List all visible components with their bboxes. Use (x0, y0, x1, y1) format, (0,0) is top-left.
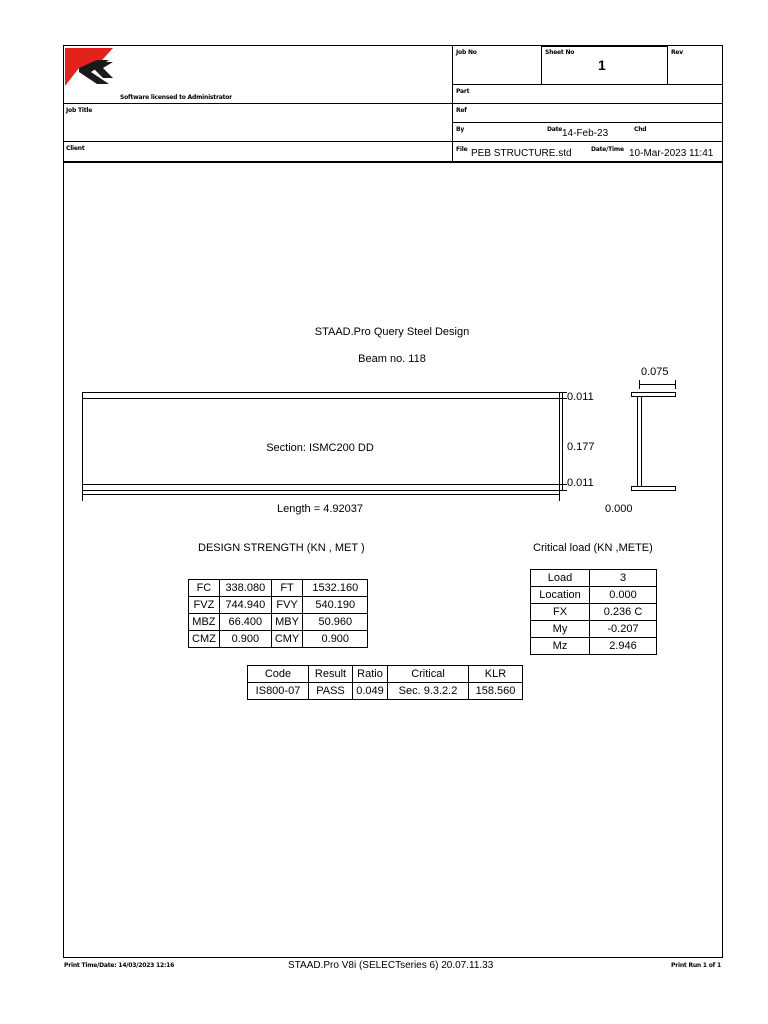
strength-cell: MBY (271, 614, 302, 631)
code-value: IS800-07 (248, 683, 309, 700)
beam-title: Beam no. 118 (358, 353, 426, 365)
strength-cell: FT (271, 580, 302, 597)
dim-offset: 0.000 (605, 503, 633, 515)
table-row (248, 683, 523, 700)
strength-cell: 338.080 (219, 580, 271, 597)
footer-software: STAAD.Pro V8i (SELECTseries 6) 20.07.11.33 (288, 960, 494, 971)
header-bottom-border (63, 161, 723, 163)
klr-value: 158.560 (469, 683, 523, 700)
date-label: Date (547, 126, 563, 133)
strength-cell: 744.940 (219, 597, 271, 614)
result-value: PASS (309, 683, 353, 700)
table-row (531, 638, 657, 655)
table-row (531, 621, 657, 638)
ratio-header: Ratio (353, 666, 388, 683)
critical-cell: 0.236 C (590, 604, 657, 621)
sheet-no-value: 1 (598, 57, 606, 73)
dim-width: 0.075 (641, 366, 669, 378)
job-no-label: Job No (456, 49, 477, 56)
table-row (531, 604, 657, 621)
part-label: Part (456, 88, 470, 95)
sheet-no-label: Sheet No (545, 49, 575, 56)
table-row (531, 570, 657, 587)
critical-cell: -0.207 (590, 621, 657, 638)
datetime-value: 10-Mar-2023 11:41 (629, 148, 714, 159)
critical-cell: Location (531, 587, 590, 604)
strength-cell: CMZ (189, 631, 220, 648)
strength-cell: 540.190 (303, 597, 368, 614)
company-logo-icon (65, 48, 113, 86)
critical-value: Sec. 9.3.2.2 (388, 683, 469, 700)
header-right-divider-3 (452, 122, 723, 123)
critical-header: Critical (388, 666, 469, 683)
table-row (531, 587, 657, 604)
query-title: STAAD.Pro Query Steel Design (314, 326, 470, 338)
header-divider-2 (63, 141, 723, 142)
date-value: 14-Feb-23 (562, 128, 609, 139)
dim-top-flange: 0.011 (567, 391, 594, 403)
code-check-table (247, 665, 523, 700)
datetime-label: Date/Time (591, 146, 624, 153)
critical-load-table (530, 569, 657, 655)
critical-cell: FX (531, 604, 590, 621)
licensed-text: Software licensed to Administrator (120, 94, 232, 101)
by-label: By (456, 126, 465, 133)
sheet-box-top (541, 46, 667, 47)
critical-cell: 3 (590, 570, 657, 587)
design-strength-title: DESIGN STRENGTH (KN , MET ) (198, 542, 365, 554)
rev-label: Rev (671, 49, 684, 56)
strength-cell: 0.900 (303, 631, 368, 648)
footer-print-run: Print Run 1 of 1 (671, 962, 721, 969)
strength-cell: CMY (271, 631, 302, 648)
client-label: Client (66, 145, 85, 152)
dim-bottom-flange: 0.011 (567, 477, 594, 489)
critical-cell: My (531, 621, 590, 638)
critical-cell: 0.000 (590, 587, 657, 604)
table-row (189, 614, 368, 631)
file-value: PEB STRUCTURE.std (471, 148, 572, 159)
table-row (248, 666, 523, 683)
chd-label: Chd (634, 126, 647, 133)
job-title-label: Job Title (66, 107, 93, 114)
footer-print-time: Print Time/Date: 14/03/2023 12:16 (64, 962, 175, 969)
strength-cell: 66.400 (219, 614, 271, 631)
dim-web: 0.177 (567, 441, 595, 453)
strength-cell: FVZ (189, 597, 220, 614)
design-strength-table (188, 579, 368, 648)
table-row (189, 580, 368, 597)
critical-cell: Load (531, 570, 590, 587)
strength-cell: FVY (271, 597, 302, 614)
critical-cell: 2.946 (590, 638, 657, 655)
length-text: Length = 4.92037 (277, 503, 363, 515)
table-row (189, 631, 368, 648)
sheet-col-left (541, 45, 542, 85)
klr-header: KLR (469, 666, 523, 683)
result-header: Result (309, 666, 353, 683)
strength-cell: 1532.160 (303, 580, 368, 597)
code-header: Code (248, 666, 309, 683)
header-col-divider (452, 45, 453, 162)
strength-cell: MBZ (189, 614, 220, 631)
strength-cell: 50.960 (303, 614, 368, 631)
file-label: File (456, 146, 468, 153)
strength-cell: FC (189, 580, 220, 597)
section-text: Section: ISMC200 DD (266, 442, 374, 454)
ref-label: Ref (456, 107, 467, 114)
header-divider-1 (63, 103, 723, 104)
critical-cell: Mz (531, 638, 590, 655)
critical-load-title: Critical load (KN ,METE) (533, 542, 653, 554)
header-right-divider-1 (452, 84, 723, 85)
table-row (189, 597, 368, 614)
sheet-col-right (667, 45, 668, 85)
ratio-value: 0.049 (353, 683, 388, 700)
strength-cell: 0.900 (219, 631, 271, 648)
